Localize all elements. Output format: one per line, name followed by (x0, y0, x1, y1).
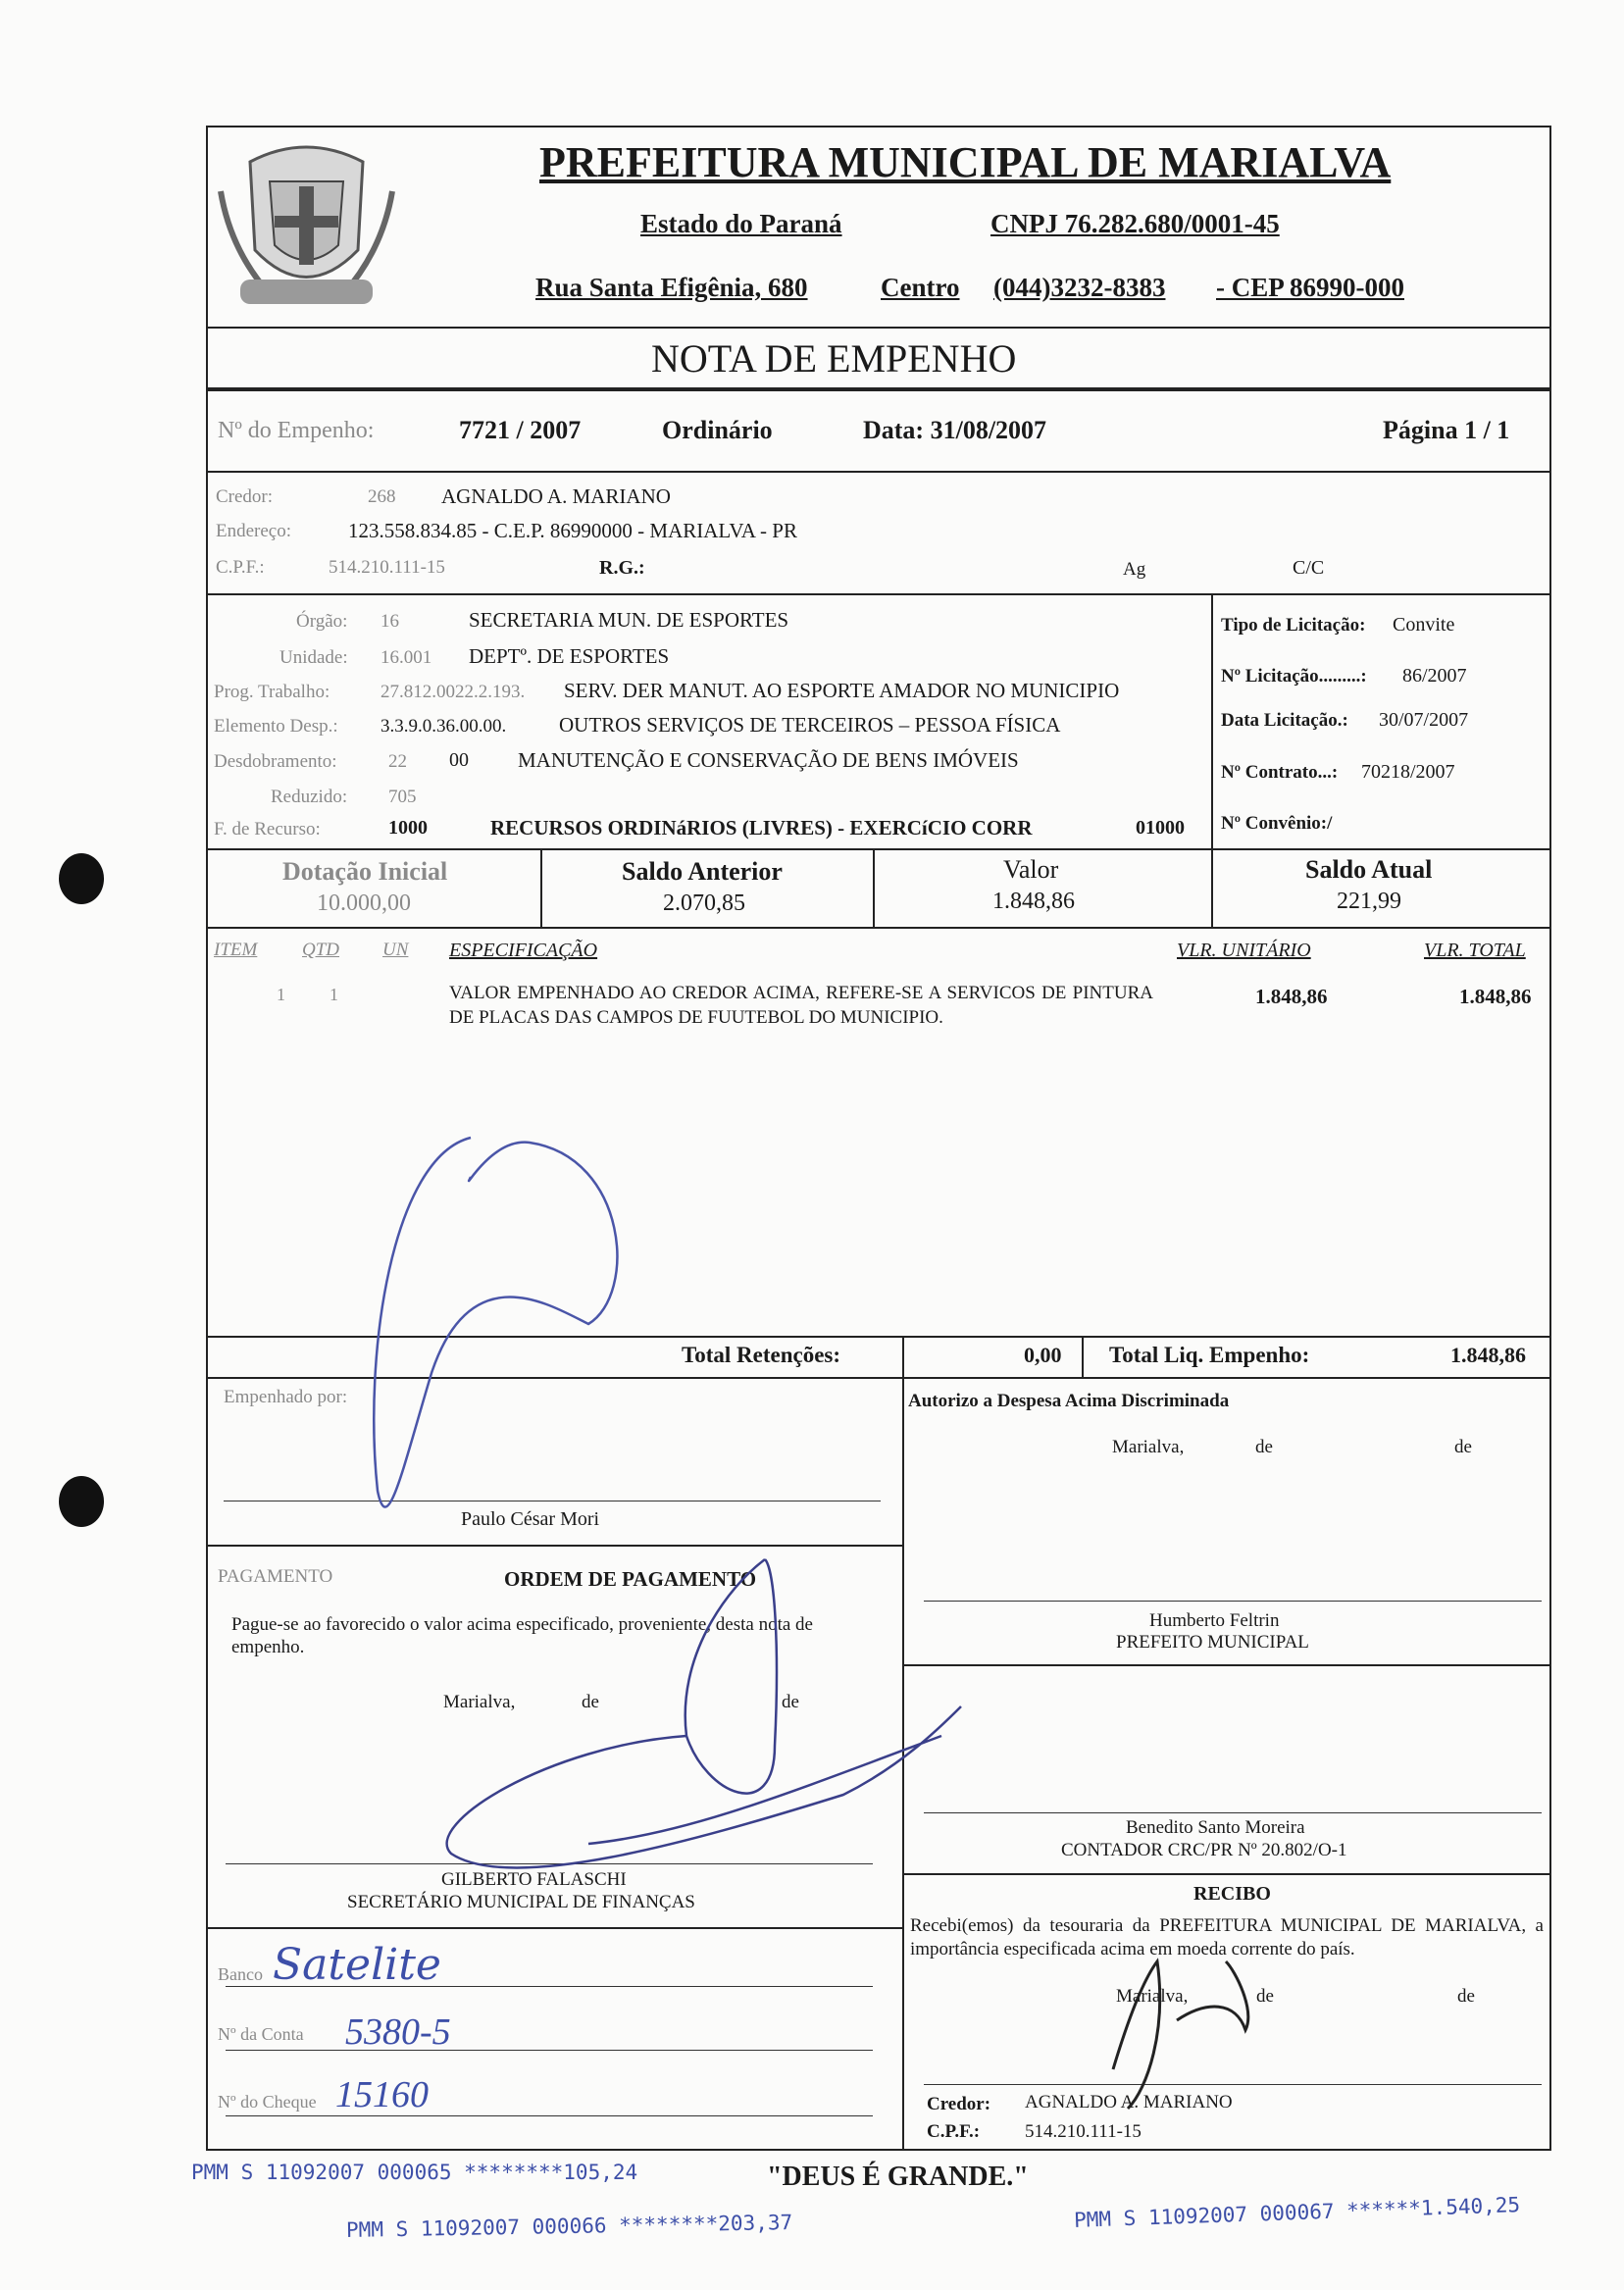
recibo-text: Recebi(emos) da tesouraria da PREFEITURA MUNICIPAL DE MARIALVA, a importância especificada acima em moeda corrente do país. (910, 1915, 1544, 1959)
vlr-unitario-header: VLR. UNITÁRIO (1177, 940, 1311, 961)
reduzido-code: 705 (388, 787, 417, 807)
prog-trabalho-code: 27.812.0022.2.193. (381, 682, 526, 702)
tipo-licitacao-label: Tipo de Licitação: (1221, 615, 1366, 636)
recurso-desc: RECURSOS ORDINáRIOS (LIVRES) - EXERCíCIO CORR (490, 816, 1033, 840)
convenio-label: Nº Convênio:/ (1221, 813, 1333, 834)
autorizo-place: Marialva, (1112, 1437, 1185, 1457)
pagamento-place: Marialva, (443, 1692, 516, 1712)
empenho-number-label: Nº do Empenho: (218, 418, 375, 443)
recibo-de-2: de (1457, 1986, 1475, 2007)
saldo-anterior-label: Saldo Anterior (622, 857, 783, 886)
contrato-value: 70218/2007 (1361, 761, 1455, 783)
tipo-licitacao-value: Convite (1393, 614, 1455, 636)
vlr-total-header: VLR. TOTAL (1424, 940, 1526, 961)
cheque-value: 15160 (335, 2074, 429, 2115)
orgao-code: 16 (381, 611, 399, 632)
especificacao-header: ESPECIFICAÇÃO (449, 940, 598, 961)
ordem-pagamento-label: ORDEM DE PAGAMENTO (504, 1567, 757, 1591)
dotacao-label: Dotação Inicial (282, 857, 448, 886)
address-cep: - CEP 86990-000 (1216, 273, 1404, 302)
elemento-code: 3.3.9.0.36.00.00. (381, 716, 507, 737)
state-label: Estado do Paraná (640, 209, 842, 238)
punch-hole-top (59, 853, 104, 904)
cpf-label: C.P.F.: (216, 557, 265, 578)
address-phone: (044)3232-8383 (993, 273, 1166, 302)
desdobramento-desc: MANUTENÇÃO E CONSERVAÇÃO DE BENS IMÓVEIS (518, 748, 1019, 772)
licitacao-data-value: 30/07/2007 (1379, 709, 1469, 731)
elemento-label: Elemento Desp.: (214, 716, 338, 737)
saldo-atual-value: 221,99 (1337, 889, 1401, 914)
autorizo-de-2: de (1454, 1437, 1472, 1457)
banco-label: Banco (218, 1964, 263, 1984)
prog-trabalho-desc: SERV. DER MANUT. AO ESPORTE AMADOR NO MUNICIPIO (564, 679, 1120, 702)
recibo-label: RECIBO (1193, 1883, 1271, 1905)
credor-name: AGNALDO A. MARIANO (441, 484, 671, 508)
footer-motto: "DEUS É GRANDE." (767, 2162, 1029, 2192)
ag-label: Ag (1123, 559, 1146, 580)
empenhado-label: Empenhado por: (224, 1387, 348, 1407)
cheque-label: Nº do Cheque (218, 2092, 317, 2112)
item-description: VALOR EMPENHADO AO CREDOR ACIMA, REFERE-SE A SERVICOS DE PINTURA DE PLACAS DAS CAMPOS DE FUUTEBOL DO MUNICIPIO. (449, 983, 1153, 1028)
recibo-cpf-label: C.P.F.: (927, 2121, 981, 2142)
credor-address: 123.558.834.85 - C.E.P. 86990000 - MARIALVA - PR (348, 519, 797, 542)
empenhado-name: Paulo César Mori (461, 1508, 600, 1530)
rg-label: R.G.: (599, 557, 645, 579)
recurso-extra: 01000 (1136, 817, 1185, 839)
contador-title: CONTADOR CRC/PR Nº 20.802/O-1 (1061, 1840, 1347, 1860)
conta-value: 5380-5 (345, 2011, 451, 2053)
recurso-label: F. de Recurso: (214, 819, 321, 840)
empenho-number: 7721 / 2007 (459, 416, 582, 444)
pagamento-de-1: de (582, 1692, 599, 1712)
banco-value: Satelite (273, 1940, 441, 1990)
coat-of-arms-icon (211, 132, 402, 319)
footer-stamp-1: PMM S 11092007 000065 ********105,24 (191, 2161, 638, 2184)
prefeitura-title: PREFEITURA MUNICIPAL DE MARIALVA (539, 138, 1392, 186)
autorizo-de-1: de (1255, 1437, 1273, 1457)
saldo-atual-label: Saldo Atual (1305, 855, 1433, 884)
credor-label: Credor: (216, 486, 274, 507)
recurso-code: 1000 (388, 817, 428, 839)
credor-code: 268 (368, 486, 396, 507)
address-label: Endereço: (216, 521, 292, 541)
document-title: NOTA DE EMPENHO (651, 336, 1017, 381)
conta-label: Nº da Conta (218, 2024, 304, 2044)
total-liq-value: 1.848,86 (1450, 1343, 1526, 1367)
un-header: UN (382, 940, 409, 960)
pagamento-label: PAGAMENTO (218, 1566, 333, 1587)
total-retencoes-value: 0,00 (1024, 1343, 1062, 1367)
footer-stamp-3: PMM S 11092007 000067 ******1.540,25 (1073, 2193, 1521, 2232)
valor-label: Valor (1003, 855, 1059, 884)
licitacao-num-label: Nº Licitação.........: (1221, 666, 1367, 687)
pagamento-de-2: de (782, 1692, 799, 1712)
qtd-header: QTD (302, 940, 340, 960)
footer-stamp-2: PMM S 11092007 000066 ********203,37 (345, 2211, 793, 2242)
contador-name: Benedito Santo Moreira (1126, 1817, 1305, 1838)
dotacao-value: 10.000,00 (317, 891, 411, 916)
desdobramento-code: 22 (388, 751, 407, 772)
credor-cpf: 514.210.111-15 (329, 557, 445, 578)
contrato-label: Nº Contrato...: (1221, 762, 1339, 783)
licitacao-num-value: 86/2007 (1402, 665, 1467, 687)
reduzido-label: Reduzido: (271, 787, 348, 807)
item-number: 1 (277, 985, 285, 1004)
desdobramento-code2: 00 (449, 749, 469, 771)
valor-value: 1.848,86 (992, 889, 1075, 914)
elemento-desc: OUTROS SERVIÇOS DE TERCEIROS – PESSOA FÍSICA (559, 713, 1061, 737)
recibo-place: Marialva, (1116, 1986, 1189, 2007)
desdobramento-label: Desdobramento: (214, 751, 337, 772)
empenho-date: Data: 31/08/2007 (863, 416, 1047, 444)
item-unit-value: 1.848,86 (1255, 985, 1328, 1008)
unidade-code: 16.001 (381, 647, 432, 668)
secretario-name: GILBERTO FALASCHI (441, 1869, 627, 1890)
item-total-value: 1.848,86 (1459, 985, 1532, 1008)
saldo-anterior-value: 2.070,85 (663, 891, 745, 916)
cnpj-label: CNPJ 76.282.680/0001-45 (990, 209, 1280, 238)
unidade-label: Unidade: (279, 647, 348, 668)
recibo-credor-name: AGNALDO A. MARIANO (1025, 2092, 1233, 2112)
item-qty: 1 (330, 985, 338, 1004)
recibo-cpf-value: 514.210.111-15 (1025, 2121, 1142, 2142)
punch-hole-bottom (59, 1476, 104, 1527)
address-district: Centro (881, 273, 960, 302)
address-street: Rua Santa Efigênia, 680 (535, 273, 808, 302)
total-liq-label: Total Liq. Empenho: (1109, 1343, 1310, 1367)
page-number: Página 1 / 1 (1383, 416, 1510, 444)
autorizo-label: Autorizo a Despesa Acima Discriminada (908, 1391, 1230, 1411)
orgao-desc: SECRETARIA MUN. DE ESPORTES (469, 608, 789, 632)
orgao-label: Órgão: (296, 611, 348, 632)
recibo-de-1: de (1256, 1986, 1274, 2007)
prefeito-name: Humberto Feltrin (1149, 1610, 1280, 1631)
unidade-desc: DEPTº. DE ESPORTES (469, 644, 670, 668)
pague-text: Pague-se ao favorecido o valor acima especificado, proveniente, desta nota de empenho. (231, 1614, 813, 1657)
total-retencoes-label: Total Retenções: (682, 1343, 841, 1367)
prog-trabalho-label: Prog. Trabalho: (214, 682, 330, 702)
prefeito-title: PREFEITO MUNICIPAL (1116, 1632, 1309, 1653)
recibo-credor-label: Credor: (927, 2094, 991, 2114)
secretario-title: SECRETÁRIO MUNICIPAL DE FINANÇAS (347, 1892, 695, 1912)
empenho-type: Ordinário (662, 416, 773, 444)
cc-label: C/C (1293, 557, 1325, 579)
licitacao-data-label: Data Licitação.: (1221, 710, 1348, 731)
item-header: ITEM (214, 940, 258, 960)
